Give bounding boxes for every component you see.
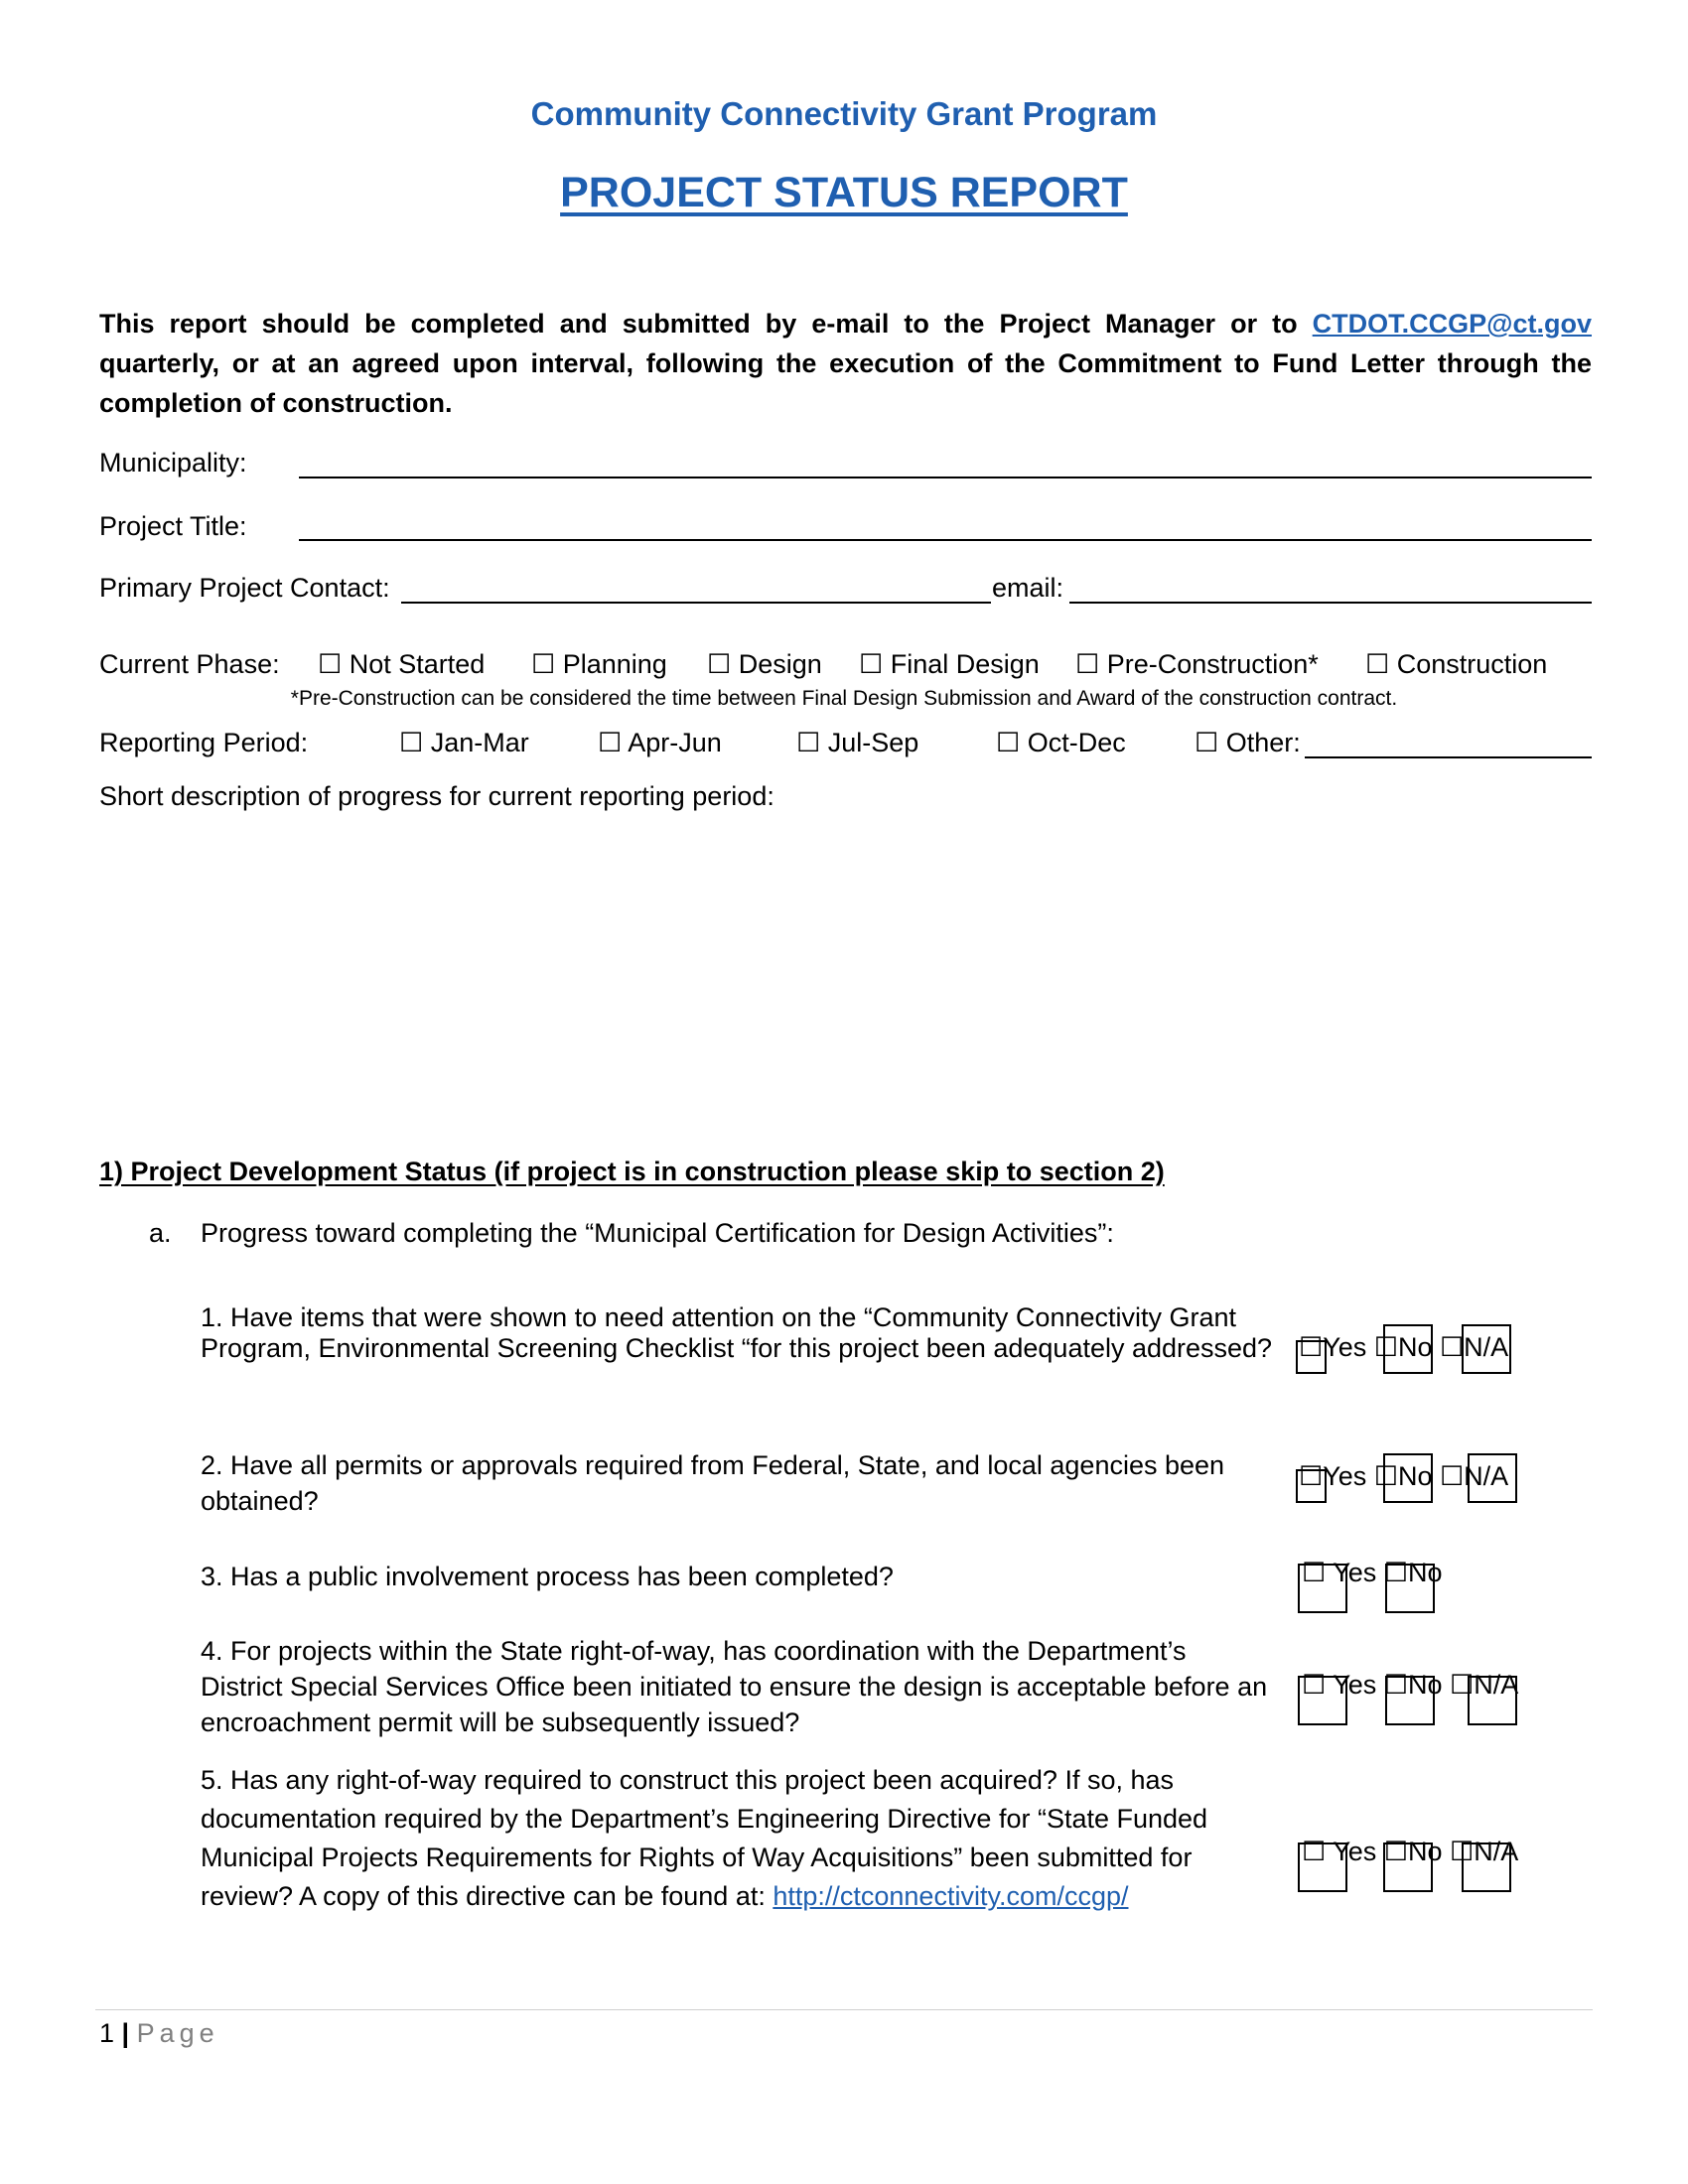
question-3-yes-checkbox[interactable] — [1298, 1564, 1347, 1613]
instructions-text-end: quarterly, or at an agreed upon interval, following the execution of the Commitment to Fund Letter through the completion of construction. — [99, 348, 1592, 418]
question-2-options[interactable]: ☐Yes ☐No ☐N/A — [1299, 1461, 1509, 1491]
question-3-options[interactable]: ☐ Yes ☐No — [1302, 1558, 1443, 1587]
progress-description-label: Short description of progress for current reporting period: — [99, 781, 774, 811]
question-5-text: 5. Has any right-of-way required to construct this project been acquired? If so, has documentation required by the Department’s Engineering Directive for “State Funded Municipal Projects Requirements for Rights of Way Acquisitions” been submitted for review? A copy of this directive can be found at: — [201, 1765, 1208, 1911]
phase-option-planning[interactable]: ☐ Planning — [531, 649, 667, 679]
question-4-options[interactable]: ☐ Yes ☐No ☐N/A — [1302, 1670, 1519, 1700]
question-3-no-checkbox[interactable] — [1385, 1564, 1435, 1613]
reporting-period-label: Reporting Period: — [99, 728, 309, 757]
question-2: 2. Have all permits or approvals required from Federal, State, and local agencies been obtained? — [201, 1450, 1225, 1516]
question-5-options[interactable]: ☐ Yes ☐No ☐N/A — [1302, 1837, 1519, 1866]
question-1-options[interactable]: ☐Yes ☐No ☐N/A — [1299, 1332, 1509, 1362]
email-label: email: — [992, 573, 1064, 603]
question-4-yes-checkbox[interactable] — [1298, 1676, 1347, 1725]
question-5-yes-checkbox[interactable] — [1298, 1843, 1347, 1892]
period-option-oct-dec[interactable]: ☐ Oct-Dec — [996, 728, 1126, 757]
footer-separator: | — [121, 2018, 130, 2048]
question-1-na-checkbox[interactable] — [1462, 1324, 1511, 1374]
question-2-yes-checkbox[interactable] — [1296, 1469, 1327, 1503]
phase-option-final-design[interactable]: ☐ Final Design — [859, 649, 1040, 679]
email-field[interactable] — [1069, 602, 1592, 604]
instructions-text: This report should be completed and submitted by e-mail to the Project Manager or to — [99, 309, 1313, 339]
current-phase-label: Current Phase: — [99, 649, 280, 679]
question-5-no-checkbox[interactable] — [1383, 1843, 1433, 1892]
item-a-text: Progress toward completing the “Municipal Certification for Design Activities”: — [201, 1218, 1114, 1248]
item-a-marker: a. — [149, 1218, 172, 1248]
question-5 — [201, 1761, 1273, 1916]
question-2-no-checkbox[interactable] — [1383, 1453, 1433, 1503]
question-4-no-checkbox[interactable] — [1385, 1676, 1435, 1725]
contact-label: Primary Project Contact: — [99, 573, 390, 603]
question-1-no-checkbox[interactable] — [1383, 1324, 1433, 1374]
period-option-jan-mar[interactable]: ☐ Jan-Mar — [399, 728, 529, 757]
period-option-apr-jun[interactable]: ☐ Apr-Jun — [598, 728, 722, 757]
page-word: Page — [136, 2018, 219, 2048]
pre-construction-footnote: *Pre-Construction can be considered the time between Final Design Submission and Award of the construction contract. — [290, 687, 1398, 710]
project-title-label: Project Title: — [99, 511, 247, 541]
question-3: 3. Has a public involvement process has been completed? — [201, 1562, 894, 1591]
directive-link[interactable]: http://ctconnectivity.com/ccgp/ — [773, 1881, 1129, 1911]
municipality-label: Municipality: — [99, 448, 247, 478]
question-1: 1. Have items that were shown to need attention on the “Community Connectivity Grant Program, Environmental Screening Checklist “for this project been adequately addressed? — [201, 1302, 1273, 1363]
page-number: 1 — [99, 2018, 115, 2048]
period-option-jul-sep[interactable]: ☐ Jul-Sep — [796, 728, 919, 757]
project-title-field[interactable] — [299, 539, 1592, 541]
instructions-paragraph — [99, 304, 1592, 423]
program-name: Community Connectivity Grant Program — [530, 95, 1158, 132]
progress-description-area[interactable] — [99, 824, 1592, 1122]
question-4: 4. For projects within the State right-of-way, has coordination with the Department’s District Special Services Office been initiated to ensure the design is acceptable before an encroachment permit will be subsequently issued? — [201, 1636, 1268, 1737]
municipality-field[interactable] — [299, 477, 1592, 478]
footer-divider — [95, 2009, 1593, 2010]
phase-option-construction[interactable]: ☐ Construction — [1365, 649, 1548, 679]
question-2-na-checkbox[interactable] — [1468, 1453, 1517, 1503]
contact-field[interactable] — [401, 602, 991, 604]
question-1-yes-checkbox[interactable] — [1296, 1340, 1327, 1374]
period-option-other[interactable]: ☐ Other: — [1195, 728, 1301, 757]
phase-option-design[interactable]: ☐ Design — [707, 649, 822, 679]
phase-option-not-started[interactable]: ☐ Not Started — [318, 649, 486, 679]
section-1-heading: 1) Project Development Status (if project is in construction please skip to section 2) — [99, 1157, 1165, 1186]
phase-option-pre-construction[interactable]: ☐ Pre-Construction* — [1075, 649, 1319, 679]
question-5-na-checkbox[interactable] — [1462, 1843, 1511, 1892]
report-title-text: PROJECT STATUS REPORT — [560, 169, 1128, 216]
page-footer — [99, 2015, 219, 2051]
report-title — [0, 167, 1688, 218]
contact-email-link[interactable]: CTDOT.CCGP@ct.gov — [1312, 309, 1592, 339]
question-4-na-checkbox[interactable] — [1468, 1676, 1517, 1725]
period-other-field[interactable] — [1305, 756, 1592, 758]
